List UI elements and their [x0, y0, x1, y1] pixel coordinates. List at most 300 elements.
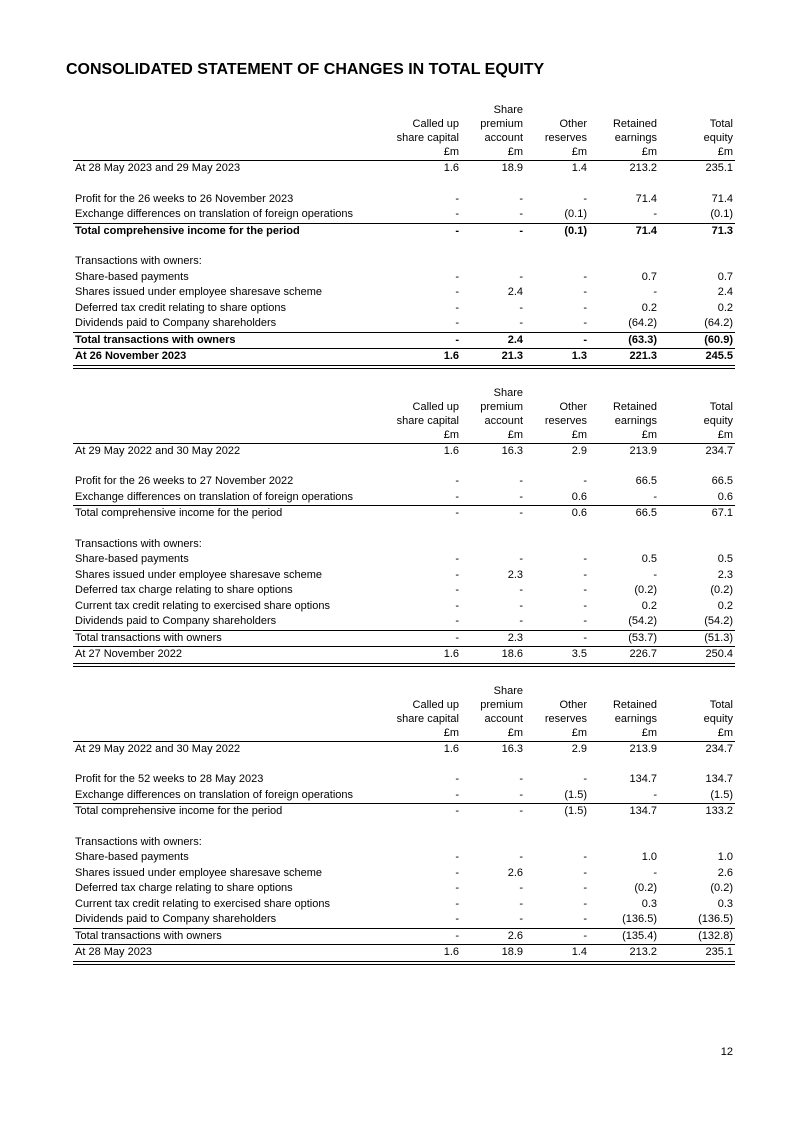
cell-value: - — [519, 788, 523, 801]
cell-value — [461, 835, 525, 851]
cell-value: - — [519, 301, 523, 314]
cell-value: - — [455, 317, 459, 329]
cell-value: - — [653, 490, 657, 503]
column-header: £m — [525, 726, 589, 742]
column-header: share capital — [396, 132, 459, 144]
cell-value: (135.4) — [589, 928, 659, 945]
cell-value — [659, 254, 735, 270]
column-header: earnings — [614, 132, 657, 144]
cell-value: 1.6 — [443, 162, 459, 174]
cell-value: 71.4 — [589, 223, 659, 239]
spacer-row — [73, 177, 735, 192]
table-row — [73, 881, 735, 897]
column-header: equity — [703, 712, 733, 725]
column-header: £m — [659, 428, 735, 444]
column-header — [589, 386, 659, 400]
table-row — [73, 772, 735, 788]
table-row — [73, 866, 735, 882]
cell-value: 213.2 — [629, 162, 657, 174]
cell-value: - — [583, 866, 587, 879]
cell-value — [589, 254, 659, 270]
row-label: Exchange differences on translation of foreign operations — [75, 208, 354, 220]
row-label: Dividends paid to Company shareholders — [75, 615, 277, 627]
cell-value: 66.5 — [589, 506, 659, 522]
cell-value: 18.9 — [461, 945, 525, 963]
cell-value: 0.3 — [641, 897, 657, 910]
cell-value: 2.9 — [571, 444, 587, 457]
column-header: account — [484, 132, 523, 144]
column-header: Other — [559, 118, 587, 130]
cell-value: (64.2) — [704, 317, 733, 329]
column-header: £m — [461, 428, 525, 444]
cell-value: - — [519, 897, 523, 910]
cell-value: 0.6 — [717, 490, 733, 503]
cell-value: 0.3 — [717, 897, 733, 910]
row-label: Total comprehensive income for the period — [73, 223, 391, 239]
table-row — [73, 316, 735, 332]
table-row — [73, 599, 735, 615]
cell-value: 71.4 — [711, 192, 733, 205]
row-label: At 28 May 2023 — [73, 945, 391, 963]
cell-value: - — [653, 286, 657, 298]
spacer-cell — [73, 177, 735, 192]
cell-value: 1.0 — [641, 851, 657, 863]
table-row — [73, 583, 735, 599]
cell-value: 2.4 — [461, 332, 525, 349]
column-header — [525, 684, 589, 698]
cell-value: (51.3) — [659, 630, 735, 647]
cell-value: 134.7 — [705, 773, 733, 785]
equity-table-1 — [73, 103, 735, 369]
cell-value: 2.3 — [717, 568, 733, 581]
cell-value: (0.2) — [634, 584, 657, 596]
column-header: Called up — [412, 118, 459, 130]
cell-value: 226.7 — [589, 647, 659, 665]
equity-table-3 — [73, 684, 735, 965]
cell-value: 235.1 — [659, 945, 735, 963]
cell-value: - — [519, 192, 523, 205]
row-label: Dividends paid to Company shareholders — [75, 913, 277, 925]
cell-value: 250.4 — [659, 647, 735, 665]
cell-value: - — [455, 851, 459, 863]
table-row — [73, 928, 735, 945]
cell-value: - — [461, 223, 525, 239]
header-row — [73, 386, 735, 400]
cell-value: - — [583, 270, 587, 283]
column-header: £m — [659, 726, 735, 742]
cell-value: - — [519, 615, 523, 627]
row-label: At 27 November 2022 — [73, 647, 391, 665]
cell-value: - — [583, 475, 587, 487]
cell-value: - — [525, 332, 589, 349]
cell-value: - — [455, 913, 459, 925]
cell-value: - — [583, 851, 587, 863]
table-row — [73, 835, 735, 851]
row-label: Share-based payments — [75, 851, 189, 863]
column-header: Retained — [612, 698, 657, 711]
header-row — [73, 400, 735, 414]
table-row — [73, 630, 735, 647]
cell-value: - — [653, 866, 657, 879]
table-row — [73, 443, 735, 459]
header-row — [73, 145, 735, 161]
column-header — [659, 386, 735, 400]
header-row — [73, 414, 735, 428]
cell-value: - — [455, 788, 459, 801]
cell-value: (54.2) — [704, 615, 733, 627]
cell-value: - — [519, 851, 523, 863]
header-row — [73, 712, 735, 726]
cell-value: - — [455, 475, 459, 487]
cell-value: 0.2 — [641, 301, 657, 314]
cell-value: 234.7 — [705, 444, 733, 457]
cell-value: 134.7 — [589, 804, 659, 820]
cell-value: 66.5 — [711, 475, 733, 487]
column-header: Share — [493, 684, 523, 697]
cell-value: (0.2) — [710, 882, 733, 894]
header-spacer-cell — [73, 117, 391, 131]
table-row — [73, 301, 735, 317]
cell-value — [525, 835, 589, 851]
column-header: Retained — [612, 400, 657, 413]
cell-value: 2.6 — [461, 928, 525, 945]
cell-value — [589, 835, 659, 851]
cell-value: 0.7 — [641, 270, 657, 283]
cell-value: - — [455, 553, 459, 565]
column-header: Share — [493, 386, 523, 399]
column-header: Retained — [612, 118, 657, 130]
row-label: Profit for the 26 weeks to 27 November 2022 — [75, 475, 294, 487]
header-spacer-cell — [73, 131, 391, 145]
row-label: At 28 May 2023 and 29 May 2023 — [75, 162, 241, 174]
cell-value: 16.3 — [501, 444, 523, 457]
row-label: Shares issued under employee sharesave scheme — [75, 866, 323, 879]
cell-value: 213.9 — [629, 742, 657, 755]
header-spacer-cell — [73, 400, 391, 414]
column-header: Other — [559, 698, 587, 711]
cell-value: (0.1) — [710, 208, 733, 220]
column-header: £m — [461, 145, 525, 161]
cell-value: 71.3 — [659, 223, 735, 239]
cell-value: (54.2) — [628, 615, 657, 627]
cell-value: (0.1) — [564, 208, 587, 220]
table-row — [73, 614, 735, 630]
cell-value: (64.2) — [628, 317, 657, 329]
row-label: Share-based payments — [75, 553, 189, 565]
table-row — [73, 349, 735, 367]
row-label: Exchange differences on translation of foreign operations — [75, 788, 354, 801]
cell-value: - — [525, 928, 589, 945]
row-label: At 29 May 2022 and 30 May 2022 — [75, 742, 241, 755]
table-row — [73, 161, 735, 177]
spacer-row — [73, 820, 735, 835]
header-row — [73, 117, 735, 131]
cell-value — [659, 537, 735, 553]
row-label: Shares issued under employee sharesave scheme — [75, 286, 323, 298]
table-row — [73, 912, 735, 928]
cell-value: 0.2 — [717, 599, 733, 612]
table-row — [73, 285, 735, 301]
spacer-cell — [73, 459, 735, 474]
cell-value: - — [455, 773, 459, 785]
cell-value: 235.1 — [705, 162, 733, 174]
column-header: £m — [391, 726, 461, 742]
cell-value: 67.1 — [659, 506, 735, 522]
cell-value: - — [519, 882, 523, 894]
header-row — [73, 103, 735, 117]
row-label: Exchange differences on translation of foreign operations — [75, 490, 354, 503]
column-header: equity — [703, 414, 733, 427]
cell-value: - — [525, 630, 589, 647]
row-label: Shares issued under employee sharesave scheme — [75, 568, 323, 581]
cell-value: - — [455, 286, 459, 298]
column-header: Share — [493, 104, 523, 116]
row-label: Deferred tax charge relating to share options — [75, 882, 293, 894]
column-header: Called up — [412, 698, 459, 711]
cell-value: 1.6 — [391, 945, 461, 963]
cell-value — [589, 537, 659, 553]
cell-value: 234.7 — [705, 742, 733, 755]
row-label: Total comprehensive income for the period — [73, 506, 391, 522]
column-header: Total — [709, 400, 733, 413]
header-spacer-cell — [73, 414, 391, 428]
column-header: £m — [659, 145, 735, 161]
header-spacer-cell — [73, 712, 391, 726]
cell-value: (0.2) — [710, 584, 733, 596]
column-header — [589, 103, 659, 117]
cell-value: - — [455, 301, 459, 314]
cell-value: - — [519, 490, 523, 503]
cell-value: - — [583, 913, 587, 925]
column-header: account — [484, 414, 523, 427]
column-header: premium — [480, 400, 523, 413]
spacer-cell — [73, 239, 735, 254]
cell-value: (0.1) — [525, 223, 589, 239]
cell-value: 2.9 — [571, 742, 587, 755]
header-row — [73, 684, 735, 698]
column-header: share capital — [396, 712, 459, 725]
cell-value: (1.5) — [525, 804, 589, 820]
tables-container — [66, 103, 735, 965]
cell-value: 2.4 — [717, 286, 733, 298]
cell-value: 0.2 — [641, 599, 657, 612]
cell-value: - — [583, 897, 587, 910]
cell-value: 213.2 — [589, 945, 659, 963]
cell-value — [391, 254, 461, 270]
row-label: Transactions with owners: — [75, 537, 202, 550]
header-spacer-cell — [73, 145, 391, 161]
cell-value: 71.4 — [635, 192, 657, 205]
column-header: Called up — [412, 400, 459, 413]
cell-value: - — [455, 490, 459, 503]
cell-value — [525, 254, 589, 270]
cell-value: (136.5) — [622, 913, 657, 925]
cell-value: 2.6 — [507, 866, 523, 879]
cell-value: - — [519, 475, 523, 487]
table-row — [73, 506, 735, 522]
page-title: CONSOLIDATED STATEMENT OF CHANGES IN TOTAL EQUITY — [66, 61, 545, 78]
cell-value: 245.5 — [659, 349, 735, 367]
column-header: earnings — [614, 414, 657, 427]
table-row — [73, 490, 735, 506]
table-row — [73, 552, 735, 568]
cell-value: (0.2) — [634, 882, 657, 894]
table-row — [73, 207, 735, 223]
header-spacer-cell — [73, 684, 391, 698]
cell-value: 1.6 — [391, 647, 461, 665]
cell-value — [391, 835, 461, 851]
cell-value: 0.6 — [525, 506, 589, 522]
row-label: Deferred tax credit relating to share options — [75, 301, 286, 314]
column-header: £m — [589, 726, 659, 742]
table-row — [73, 804, 735, 820]
cell-value: - — [583, 615, 587, 627]
header-spacer-cell — [73, 103, 391, 117]
cell-value: - — [455, 270, 459, 283]
cell-value — [461, 254, 525, 270]
cell-value: 2.3 — [461, 630, 525, 647]
cell-value: 221.3 — [589, 349, 659, 367]
column-header: reserves — [544, 712, 587, 725]
cell-value: - — [519, 553, 523, 565]
cell-value: - — [583, 584, 587, 596]
column-header: Total — [709, 698, 733, 711]
column-header — [659, 684, 735, 698]
cell-value: (132.8) — [659, 928, 735, 945]
cell-value: - — [653, 568, 657, 581]
column-header — [391, 684, 461, 698]
cell-value: - — [519, 599, 523, 612]
cell-value: 1.6 — [391, 349, 461, 367]
cell-value: - — [455, 882, 459, 894]
table-row — [73, 270, 735, 286]
table-row — [73, 192, 735, 208]
header-spacer-cell — [73, 428, 391, 444]
table-row — [73, 897, 735, 913]
cell-value: 1.4 — [571, 162, 587, 174]
header-row — [73, 131, 735, 145]
cell-value: - — [519, 584, 523, 596]
table-row — [73, 254, 735, 270]
cell-value: - — [583, 317, 587, 329]
column-header: earnings — [614, 712, 657, 725]
column-header — [589, 684, 659, 698]
cell-value: (63.3) — [589, 332, 659, 349]
cell-value: - — [455, 615, 459, 627]
cell-value: - — [391, 332, 461, 349]
column-header: premium — [480, 118, 523, 130]
row-label: Total transactions with owners — [73, 928, 391, 945]
table-row — [73, 647, 735, 665]
cell-value: 0.5 — [717, 553, 733, 565]
cell-value: - — [461, 804, 525, 820]
spacer-row — [73, 757, 735, 772]
cell-value: (53.7) — [589, 630, 659, 647]
cell-value: 1.0 — [717, 851, 733, 863]
cell-value: - — [461, 506, 525, 522]
cell-value: - — [519, 208, 523, 220]
cell-value — [391, 537, 461, 553]
header-row — [73, 698, 735, 712]
table-row — [73, 788, 735, 804]
cell-value: 2.4 — [507, 286, 523, 298]
row-label: Share-based payments — [75, 270, 189, 283]
column-header — [391, 103, 461, 117]
cell-value: 2.3 — [507, 568, 523, 581]
cell-value — [525, 537, 589, 553]
cell-value: - — [455, 866, 459, 879]
row-label: Dividends paid to Company shareholders — [75, 317, 277, 329]
cell-value: - — [455, 599, 459, 612]
column-header: £m — [525, 428, 589, 444]
header-spacer-cell — [73, 386, 391, 400]
column-header: £m — [391, 428, 461, 444]
cell-value: - — [583, 301, 587, 314]
column-header: share capital — [396, 414, 459, 427]
cell-value: 134.7 — [629, 773, 657, 785]
column-header: £m — [525, 145, 589, 161]
table-row — [73, 474, 735, 490]
row-label: Total transactions with owners — [73, 332, 391, 349]
column-header: Other — [559, 400, 587, 413]
cell-value: 18.9 — [501, 162, 523, 174]
cell-value: 18.6 — [461, 647, 525, 665]
cell-value: 3.5 — [525, 647, 589, 665]
column-header: reserves — [544, 414, 587, 427]
spacer-cell — [73, 820, 735, 835]
table-row — [73, 537, 735, 553]
spacer-row — [73, 459, 735, 474]
cell-value: 0.7 — [717, 270, 733, 283]
column-header — [525, 386, 589, 400]
row-label: At 29 May 2022 and 30 May 2022 — [75, 444, 241, 457]
cell-value: 66.5 — [635, 475, 657, 487]
table-row — [73, 332, 735, 349]
row-label: Deferred tax charge relating to share options — [75, 584, 293, 596]
column-header: account — [484, 712, 523, 725]
cell-value: 1.3 — [525, 349, 589, 367]
cell-value: 213.9 — [629, 444, 657, 457]
cell-value: (1.5) — [710, 788, 733, 801]
row-label: Transactions with owners: — [75, 255, 202, 267]
spacer-row — [73, 239, 735, 254]
column-header: Total — [709, 118, 733, 130]
cell-value: - — [583, 553, 587, 565]
column-header: £m — [589, 428, 659, 444]
cell-value: - — [583, 882, 587, 894]
row-label: Profit for the 52 weeks to 28 May 2023 — [75, 773, 264, 785]
equity-table-2 — [73, 386, 735, 667]
row-label: Current tax credit relating to exercised share options — [75, 897, 330, 910]
cell-value: - — [583, 192, 587, 205]
spacer-cell — [73, 522, 735, 537]
cell-value: - — [519, 270, 523, 283]
column-header — [525, 103, 589, 117]
cell-value: - — [391, 928, 461, 945]
spacer-row — [73, 522, 735, 537]
column-header: £m — [461, 726, 525, 742]
cell-value: 0.2 — [717, 301, 733, 314]
cell-value: 1.4 — [525, 945, 589, 963]
cell-value — [659, 835, 735, 851]
cell-value: - — [455, 897, 459, 910]
cell-value: 21.3 — [461, 349, 525, 367]
cell-value: 16.3 — [501, 742, 523, 755]
cell-value: - — [653, 788, 657, 801]
row-label: Current tax credit relating to exercised share options — [75, 599, 330, 612]
cell-value: (60.9) — [659, 332, 735, 349]
cell-value: - — [455, 568, 459, 581]
